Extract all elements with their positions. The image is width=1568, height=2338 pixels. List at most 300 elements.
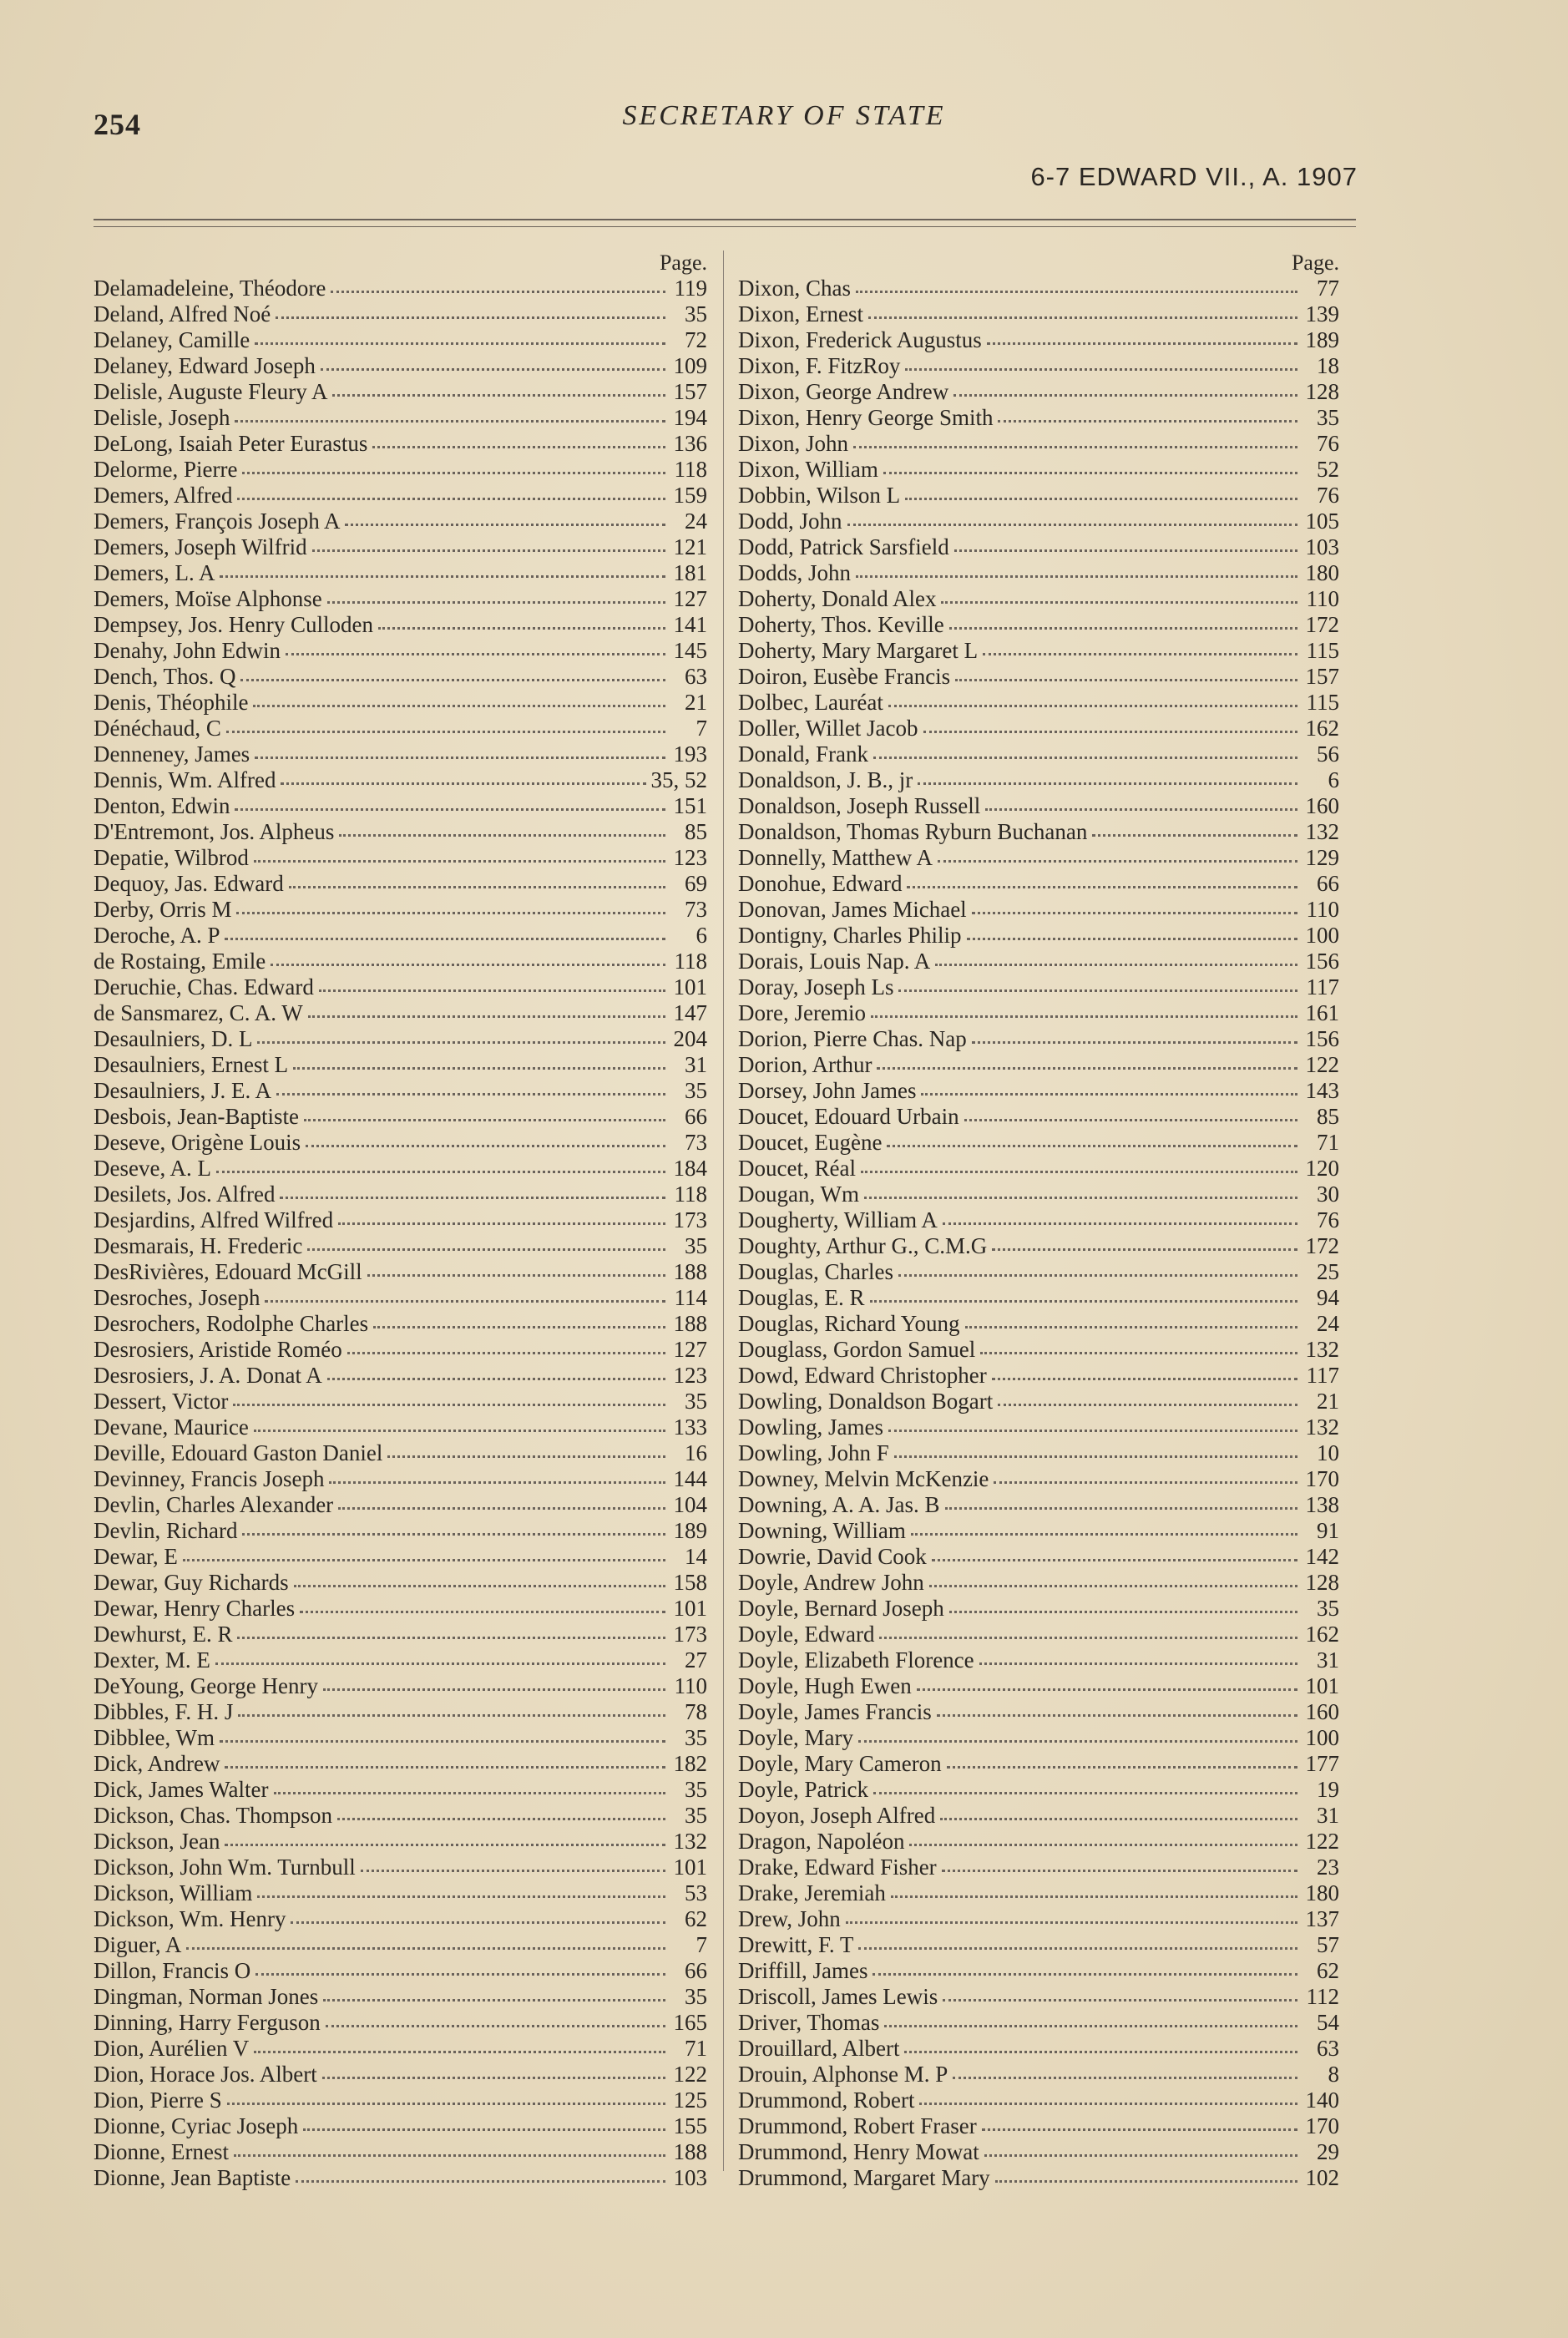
entry-page: 137 [1305,1906,1339,1931]
dot-leader [255,757,665,759]
index-entry [94,1699,707,1725]
dot-leader [233,1404,665,1406]
entry-page: 66 [1317,871,1339,896]
entry-name: Douglas, Charles [738,1259,893,1284]
entry-name: Dingman, Norman Jones [94,1984,319,2009]
entry-page: 35 [685,1389,707,1414]
entry-page: 31 [1317,1803,1339,1828]
entry-page: 66 [685,1958,707,1983]
dot-leader [929,1585,1297,1587]
index-entry [738,1855,1339,1880]
index-entry [738,1182,1339,1207]
index-entry [738,1233,1339,1259]
dot-leader [964,1119,1297,1121]
dot-leader [877,1067,1297,1070]
entry-name: Donaldson, Joseph Russell [738,793,981,818]
dot-leader [338,1507,665,1510]
index-entry [738,1000,1339,1026]
entry-page: 14 [685,1544,707,1569]
entry-name: Dorion, Pierre Chas. Nap [738,1026,967,1051]
index-entry [94,1440,707,1466]
index-entry [94,431,707,457]
dot-leader [983,653,1297,655]
dot-leader [289,886,665,888]
entry-name: Dorion, Arthur [738,1052,873,1077]
entry-name: Demers, Joseph Wilfrid [94,534,307,559]
dot-leader [937,1714,1297,1717]
entry-name: Dowling, James [738,1414,883,1440]
entry-name: Dempsey, Jos. Henry Culloden [94,612,373,637]
entry-page: 173 [673,1207,707,1232]
dot-leader [307,1248,665,1251]
index-entry [738,1492,1339,1518]
dot-leader [304,1119,665,1121]
entry-page: 31 [685,1052,707,1077]
entry-name: Dowrie, David Cook [738,1544,927,1569]
entry-name: Desaulniers, J. E. A [94,1078,271,1103]
entry-name: Delaney, Camille [94,327,250,352]
entry-name: Devlin, Richard [94,1518,238,1543]
dot-leader [215,1662,665,1665]
index-entry [94,1078,707,1104]
entry-name: Dick, Andrew [94,1751,220,1776]
entry-name: Doucet, Edouard Urbain [738,1104,959,1129]
dot-leader [296,2180,665,2183]
index-entry [738,1777,1339,1803]
index-entry [94,1000,707,1026]
entry-page: 85 [1317,1104,1339,1129]
entry-page: 112 [1306,1984,1339,2009]
index-entry [94,301,707,327]
index-entry [94,2165,707,2191]
entry-page: 188 [673,1259,707,1284]
dot-leader [879,1637,1297,1639]
dot-leader [856,291,1297,293]
dot-leader [308,1015,665,1018]
index-entry [94,2036,707,2062]
entry-page: 129 [1305,845,1339,870]
dot-leader [255,342,665,345]
index-entry [738,2113,1339,2139]
entry-name: Dodd, John [738,509,842,534]
entry-name: Doiron, Eusèbe Francis [738,664,951,689]
entry-name: Drouillard, Albert [738,2036,900,2061]
index-entry [738,1570,1339,1596]
entry-name: Deruchie, Chas. Edward [94,974,314,999]
entry-name: Dragon, Napoléon [738,1829,905,1854]
entry-name: Douglass, Gordon Samuel [738,1337,976,1362]
dot-leader [281,782,645,785]
entry-page: 21 [1317,1389,1339,1414]
entry-page: 66 [685,1104,707,1129]
entry-page: 132 [673,1829,707,1854]
dot-leader [280,1197,665,1199]
dot-leader [183,1559,665,1561]
dot-leader [932,1559,1297,1561]
entry-page: 123 [673,845,707,870]
entry-page: 7 [695,1932,707,1957]
header-rule [94,219,1356,220]
dot-leader [220,575,665,578]
entry-name: Dowling, John F [738,1440,889,1465]
dot-leader [888,705,1297,707]
dot-leader [216,1171,665,1173]
entry-page: 16 [685,1440,707,1465]
dot-leader [919,2103,1297,2105]
index-entry [738,2036,1339,2062]
index-entry [738,664,1339,690]
index-entry [94,457,707,483]
entry-name: Dénéchaud, C [94,716,221,741]
entry-name: de Rostaing, Emile [94,949,266,974]
entry-name: Dowd, Edward Christopher [738,1363,987,1388]
index-entry [94,1233,707,1259]
dot-leader [323,1688,665,1691]
entry-page: 173 [673,1622,707,1647]
dot-leader [276,316,665,319]
index-entry [738,1518,1339,1544]
entry-name: Drummond, Margaret Mary [738,2165,990,2190]
entry-page: 155 [673,2113,707,2138]
index-entry [94,1673,707,1699]
index-entry [738,1363,1339,1389]
entry-name: Dion, Aurélien V [94,2036,250,2061]
dot-leader [992,1378,1297,1380]
entry-name: Drake, Edward Fisher [738,1855,937,1880]
index-entry [94,276,707,301]
index-entry [738,1647,1339,1673]
entry-name: Dixon, George Andrew [738,379,949,404]
entry-page: 78 [685,1699,707,1724]
entry-name: Deroche, A. P [94,923,220,948]
entry-page: 147 [673,1000,707,1025]
dot-leader [294,1585,665,1587]
entry-page: 151 [673,793,707,818]
entry-name: Desaulniers, D. L [94,1026,253,1051]
entry-name: Demers, Alfred [94,483,233,508]
page-column-heading: Page. [1291,250,1339,275]
dot-leader [327,601,665,604]
entry-name: Desilets, Jos. Alfred [94,1182,276,1207]
entry-name: Delorme, Pierre [94,457,238,482]
dot-leader [947,1766,1297,1769]
entry-page: 76 [1317,431,1339,456]
dot-leader [321,368,665,371]
entry-page: 24 [685,509,707,534]
dot-leader [323,1999,665,2001]
entry-name: Dionne, Jean Baptiste [94,2165,291,2190]
entry-name: Doucet, Réal [738,1156,856,1181]
entry-page: 10 [1317,1440,1339,1465]
entry-page: 165 [673,2010,707,2035]
entry-name: Driver, Thomas [738,2010,880,2035]
dot-leader [186,1947,665,1950]
entry-name: Desrosiers, J. A. Donat A [94,1363,322,1388]
entry-name: Dolbec, Lauréat [738,690,883,715]
index-entry [738,1156,1339,1182]
entry-name: Doherty, Mary Margaret L [738,638,979,663]
entry-page: 6 [1328,767,1339,792]
entry-name: Deland, Alfred Noé [94,301,271,326]
index-entry [94,327,707,353]
index-column-left [94,250,707,2191]
entry-page: 72 [685,327,707,352]
dot-leader [873,757,1297,759]
entry-page: 19 [1317,1777,1339,1802]
index-entry [738,1052,1339,1078]
entry-page: 52 [1317,457,1339,482]
entry-page: 35 [685,1803,707,1828]
dot-leader [905,498,1297,500]
entry-name: Dickson, Chas. Thompson [94,1803,333,1828]
entry-name: Dixon, William [738,457,878,482]
dot-leader [238,1714,665,1717]
entry-name: Drake, Jeremiah [738,1880,886,1905]
index-entry [94,1829,707,1855]
index-entry [94,1880,707,1906]
index-entry [738,1026,1339,1052]
index-entry [94,1389,707,1414]
index-entry [94,2010,707,2036]
index-entry [94,1777,707,1803]
index-entry [738,2139,1339,2165]
entry-name: Demers, François Joseph A [94,509,341,534]
index-entry [738,741,1339,767]
entry-name: Doller, Willet Jacob [738,716,918,741]
index-entry [94,690,707,716]
index-entry [738,897,1339,923]
entry-page: 105 [1305,509,1339,534]
index-entry [94,716,707,741]
dot-leader [894,1455,1297,1458]
entry-name: Dixon, Frederick Augustus [738,327,982,352]
dot-leader [967,938,1298,940]
entry-page: 115 [1306,638,1339,663]
index-entry [738,949,1339,974]
header-rule-thin [94,226,1356,227]
entry-name: Desmarais, H. Frederic [94,1233,303,1258]
dot-leader [921,1093,1297,1096]
entry-page: 141 [673,612,707,637]
dot-leader [888,1430,1297,1432]
entry-page: 132 [1305,1337,1339,1362]
index-entry [738,457,1339,483]
index-entry [94,1182,707,1207]
index-entry [94,819,707,845]
entry-name: Deseve, Origène Louis [94,1130,301,1155]
entry-name: Dixon, F. FitzRoy [738,353,901,378]
index-entry [738,638,1339,664]
dot-leader [982,2128,1297,2131]
index-entry [94,612,707,638]
dot-leader [905,368,1297,371]
index-entry [738,974,1339,1000]
entry-name: Dequoy, Jas. Edward [94,871,284,896]
page-column-heading: Page. [659,250,707,275]
dot-leader [942,1870,1297,1872]
entry-page: 71 [685,2036,707,2061]
entry-name: Dench, Thos. Q [94,664,236,689]
dot-leader [257,1041,665,1044]
dot-leader [953,394,1297,397]
dot-leader [992,1248,1297,1251]
index-entry [94,1130,707,1156]
index-entry [738,1596,1339,1622]
dot-leader [361,1870,665,1872]
entry-page: 35 [685,1078,707,1103]
dot-leader [237,1637,665,1639]
entry-name: Dixon, John [738,431,849,456]
entry-name: Doyle, Mary Cameron [738,1751,942,1776]
entry-name: Downey, Melvin McKenzie [738,1466,989,1491]
entry-page: 138 [1305,1492,1339,1517]
entry-page: 114 [674,1285,707,1310]
entry-name: Doherty, Donald Alex [738,586,937,611]
dot-leader [909,1844,1297,1846]
entry-page: 91 [1317,1518,1339,1543]
index-entry [738,1958,1339,1984]
index-entry [94,379,707,405]
entry-page: 157 [673,379,707,404]
index-entry [94,767,707,793]
index-entry [738,327,1339,353]
index-entry [738,793,1339,819]
index-entry [738,767,1339,793]
index-entry [94,1337,707,1363]
entry-page: 100 [1305,923,1339,948]
entry-page: 156 [1305,949,1339,974]
index-entry [94,1725,707,1751]
index-entry [738,2062,1339,2088]
index-entry [738,1078,1339,1104]
index-entry [738,1259,1339,1285]
entry-page: 57 [1317,1932,1339,1957]
dot-leader [917,1688,1297,1691]
entry-name: Dickson, Jean [94,1829,220,1854]
entry-name: Doray, Joseph Ls [738,974,894,999]
entry-page: 35 [685,1233,707,1258]
entry-page: 180 [1305,560,1339,585]
entry-page: 125 [673,2088,707,2113]
index-entry [738,1803,1339,1829]
dot-leader [980,1352,1297,1354]
entry-page: 120 [1305,1156,1339,1181]
entry-page: 29 [1317,2139,1339,2164]
entry-page: 35 [1317,405,1339,430]
index-entry [738,716,1339,741]
entry-page: 110 [1306,897,1339,922]
entry-name: Desroches, Joseph [94,1285,260,1310]
entry-name: Demers, L. A [94,560,215,585]
dot-leader [347,1352,665,1354]
index-entry [94,1906,707,1932]
dot-leader [276,1093,665,1096]
entry-page: 139 [1305,301,1339,326]
entry-page: 118 [674,1182,707,1207]
dot-leader [923,731,1297,733]
index-entry [94,845,707,871]
dot-leader [870,1300,1298,1303]
entry-page: 143 [1305,1078,1339,1103]
entry-page: 121 [673,534,707,559]
entry-page: 188 [673,2139,707,2164]
entry-page: 71 [1317,1130,1339,1155]
entry-name: Dewar, E [94,1544,178,1569]
entry-page: 69 [685,871,707,896]
entry-name: Dennis, Wm. Alfred [94,767,276,792]
dot-leader [871,1015,1297,1018]
entry-name: Delaney, Edward Joseph [94,353,316,378]
entry-name: DeYoung, George Henry [94,1673,318,1698]
index-entry [738,1984,1339,2010]
entry-page: 181 [673,560,707,585]
index-entry [738,1725,1339,1751]
index-entry [738,534,1339,560]
index-entry [738,405,1339,431]
index-entry [94,2113,707,2139]
entry-page: 122 [1305,1829,1339,1854]
dot-leader [935,964,1297,966]
dot-leader [237,498,665,500]
entry-page: 117 [1306,974,1339,999]
dot-leader [972,912,1297,914]
entry-name: Dexter, M. E [94,1647,210,1673]
index-entry [94,560,707,586]
index-entry [94,664,707,690]
entry-page: 94 [1317,1285,1339,1310]
entry-page: 157 [1305,664,1339,689]
dot-leader [306,1145,665,1147]
dot-leader [918,782,1297,785]
entry-name: Dodd, Patrick Sarsfield [738,534,949,559]
entry-page: 172 [1305,612,1339,637]
entry-page: 27 [685,1647,707,1673]
entry-page: 35, 52 [650,767,707,792]
entry-page: 110 [1306,586,1339,611]
entry-name: Dickson, Wm. Henry [94,1906,286,1931]
entry-page: 142 [1305,1544,1339,1569]
index-entry [94,1932,707,1958]
dot-leader [904,2051,1297,2053]
entry-name: Dionne, Cyriac Joseph [94,2113,299,2138]
index-entry [738,431,1339,457]
entry-name: Dobbin, Wilson L [738,483,901,508]
index-entry [94,1311,707,1337]
entry-page: 110 [674,1673,707,1698]
index-entry [94,1466,707,1492]
entry-name: D'Entremont, Jos. Alpheus [94,819,335,844]
dot-leader [372,446,665,448]
index-entry [738,1337,1339,1363]
index-entry [738,1544,1339,1570]
entry-name: Devinney, Francis Joseph [94,1466,325,1491]
entry-page: 35 [1317,1596,1339,1621]
entry-name: Doucet, Eugène [738,1130,883,1155]
entry-page: 118 [674,949,707,974]
index-entry [94,793,707,819]
index-entry [94,1751,707,1777]
dot-leader [345,524,665,526]
index-entry [738,1285,1339,1311]
dot-leader [998,420,1297,423]
dot-leader [955,679,1297,681]
index-entry [94,1596,707,1622]
entry-name: Doyle, James Francis [738,1699,932,1724]
dot-leader [312,549,665,552]
dot-leader [945,1507,1297,1510]
entry-page: 136 [673,431,707,456]
dot-leader [271,964,665,966]
